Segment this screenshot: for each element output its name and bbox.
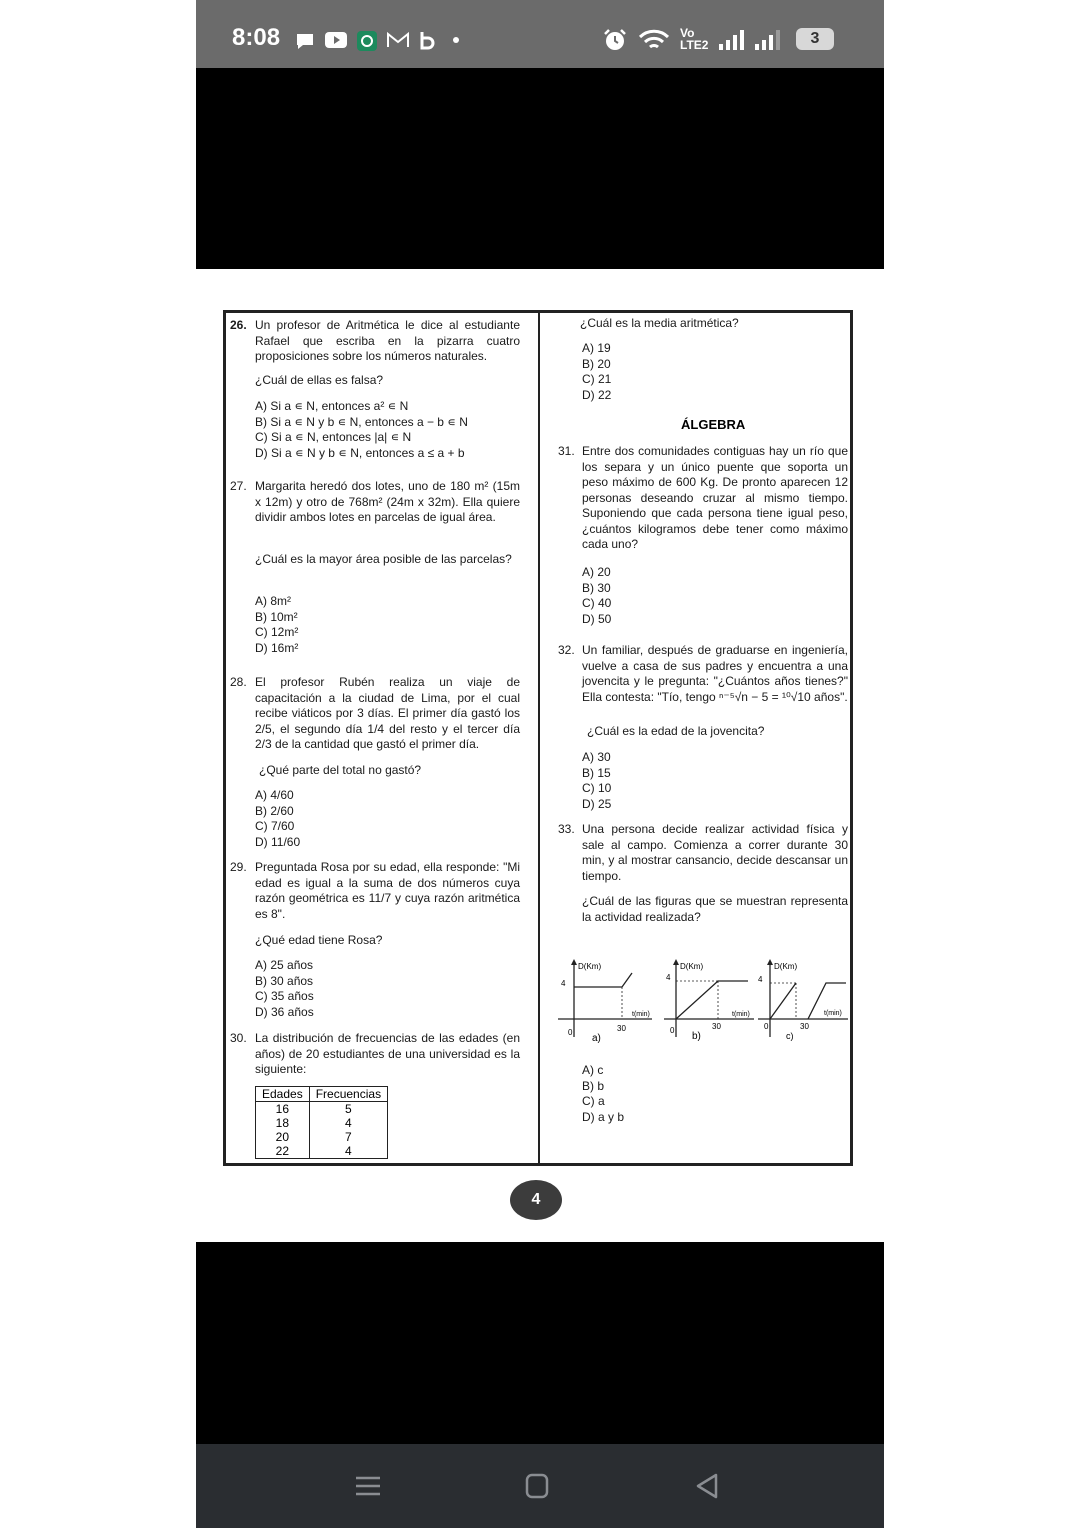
q30-option-b: B) 20 [582,356,611,371]
volte-label: Vo [680,26,695,40]
q32-option-d: D) 25 [582,796,612,811]
graph-b-x-tick: 30 [712,1022,721,1031]
menu-icon[interactable] [354,1472,382,1500]
status-bar [196,0,884,68]
q28-option-c: C) 7/60 [255,819,295,834]
q33-option-d: D) a y b [582,1109,625,1124]
q26-option-a: A) Si a ∊ N, entonces a² ∊ N [255,399,409,413]
q33-options [582,1063,624,1125]
q31-option-c: C) 40 [582,596,612,611]
graph-a [556,957,654,1049]
q29-number: 29. [230,860,247,874]
lte-label: LTE2 [680,38,709,52]
q28-option-a: A) 4/60 [255,788,294,802]
column-divider [538,310,540,1166]
q30-option-a: A) 19 [582,341,611,355]
q26-text: Un profesor de Aritmética le dice al estudiante Rafael que escriba en la pizarra cuatro proposiciones sobre los números naturales. [255,318,520,363]
app-icon [356,30,378,52]
graph-b-y-tick: 4 [666,973,671,982]
q27-option-c: C) 12m² [255,625,299,640]
signal-icon-sim2 [754,28,784,52]
table-row [256,1102,388,1117]
document-page [196,269,884,1242]
q26-option-c: C) Si a ∊ N, entonces |a| ∊ N [255,430,412,445]
alarm-icon [602,28,628,52]
table-row [256,1130,388,1144]
q32-question: ¿Cuál es la edad de la jovencita? [587,724,765,738]
q26-question: ¿Cuál de ellas es falsa? [255,373,384,387]
q31-number: 31. [558,444,575,458]
chat-icon [294,31,316,51]
graph-c-x-label: t(min) [824,1010,842,1017]
q26-options [255,399,468,461]
q29-text: Preguntada Rosa por su edad, ella responde: "Mi edad es igual a la suma de dos números cuya razón geométrica es 11/7 y cuya razón aritmética es 8". [255,860,520,921]
graph-a-y-label: D(Km) [578,962,602,971]
q26-option-b: B) Si a ∊ N y b ∊ N, entonces a − b ∊ N [255,414,468,429]
q33-question: ¿Cuál de las figuras que se muestran representa la actividad realizada? [582,894,848,924]
q31-option-a: A) 20 [582,565,611,579]
navigation-bar [196,1444,884,1528]
q26-number: 26. [230,318,247,332]
q32-text: Un familiar, después de graduarse en ingeniería, vuelve a casa de sus padres y encuentra a una jovencita y le pregunta: "¿Cuántos años tienes?" Ella contesta: "Tío, tengo ⁿ⁻⁵√n − 5 = ¹⁰√10 años". [582,643,848,704]
q33-option-c: C) a [582,1094,605,1109]
q27-number: 27. [230,479,247,493]
q30-option-c: C) 21 [582,372,612,387]
battery-indicator: 3 [796,28,834,50]
q27-question: ¿Cuál es la mayor área posible de las parcelas? [255,552,512,566]
q29-question: ¿Qué edad tiene Rosa? [255,933,383,947]
graph-a-origin: 0 [568,1028,573,1037]
b-app-icon [418,30,436,50]
table-cell: 5 [309,1102,387,1117]
q29-option-a: A) 25 años [255,958,314,972]
graph-b-x-label: t(min) [732,1011,750,1018]
q27-text: Margarita heredó dos lotes, uno de 180 m² (15m x 12m) y otro de 768m² (24m x 32m). Ella quiere dividir ambos lotes en parcelas de igual área. [255,479,520,524]
table-row [256,1144,388,1159]
q31-text: Entre dos comunidades contiguas hay un río que los separa y un único puente que soporta un peso máximo de 600 Kg. De pronto aparecen 12 personas deseando cruzar al mismo tiempo. Suponiendo que cada persona tiene igual peso, ¿cuántos kilogramos debe tener como máximo cada uno? [582,444,848,551]
graph-c-x-tick: 30 [800,1022,809,1031]
graph-c-label: c) [786,1031,794,1041]
graph-c-y-label: D(Km) [774,962,798,971]
graph-b-origin: 0 [670,1026,675,1035]
table-header-edades: Edades [256,1087,310,1102]
table-cell: 7 [309,1130,387,1144]
q27-options [255,594,298,656]
q29-option-b: B) 30 años [255,973,314,988]
graph-a-label: a) [592,1033,601,1044]
more-notifications-icon [452,36,460,44]
q30-number: 30. [230,1031,247,1045]
q32-option-b: B) 15 [582,765,611,780]
graph-b-label: b) [692,1031,701,1042]
q30-text: La distribución de frecuencias de las edades (en años) de 20 estudiantes de una universidad es la siguiente: [255,1031,520,1076]
section-title: ÁLGEBRA [681,417,746,432]
q32-option-c: C) 10 [582,781,612,796]
q32-number: 32. [558,643,575,657]
page-number-badge: 4 [510,1180,562,1220]
mail-icon [386,31,410,49]
q28-question: ¿Qué parte del total no gastó? [259,763,422,777]
q26-option-d: D) Si a ∊ N y b ∊ N, entonces a ≤ a + b [255,445,465,460]
phone-screen [196,0,884,1528]
graph-b-y-label: D(Km) [680,962,704,971]
q29-options [255,958,314,1020]
table-cell: 4 [309,1144,387,1159]
q30-question: ¿Cuál es la media aritmética? [580,316,739,330]
q27-option-a: A) 8m² [255,594,291,608]
graph-c-origin: 0 [764,1022,769,1031]
q31-options [582,565,611,627]
q27-option-b: B) 10m² [255,609,298,624]
graph-c-y-tick: 4 [758,975,763,984]
q33-option-b: B) b [582,1078,605,1093]
table-row [256,1116,388,1130]
table-cell: 20 [256,1130,310,1144]
q33-option-a: A) c [582,1063,604,1077]
q28-number: 28. [230,675,247,689]
q30-options [582,341,611,403]
status-time: 8:08 [232,24,281,51]
q28-text: El profesor Rubén realiza un viaje de capacitación a la ciudad de Lima, por el cual recibe viáticos por 3 días. El primer día gastó los 2/5, el segundo día 1/4 del resto y el tercer día 2/3 de la cantidad que gastó el primer día. [255,675,520,751]
table-cell: 22 [256,1144,310,1159]
q28-option-d: D) 11/60 [255,834,301,849]
q33-number: 33. [558,822,575,836]
youtube-icon [324,31,348,49]
q31-option-d: D) 50 [582,611,612,626]
q33-text: Una persona decide realizar actividad física y sale al campo. Comienza a correr durante 30 min, y al mostrar cansancio, decide descansar un tiempo. [582,822,848,883]
table-cell: 18 [256,1116,310,1130]
graph-a-y-tick: 4 [561,979,566,988]
q30-option-d: D) 22 [582,387,612,402]
q31-option-b: B) 30 [582,580,611,595]
q28-options [255,788,300,850]
frequency-table [255,1086,388,1159]
back-icon[interactable] [694,1472,720,1500]
home-icon[interactable] [524,1472,550,1500]
graph-b [662,957,754,1049]
q29-option-c: C) 35 años [255,989,314,1004]
q32-options [582,750,611,812]
table-cell: 16 [256,1102,310,1117]
graph-a-x-label: t(min) [632,1011,650,1018]
q27-option-d: D) 16m² [255,640,299,655]
wifi-icon [638,28,672,52]
signal-icon-sim1 [718,28,748,52]
table-cell: 4 [309,1116,387,1130]
graph-a-x-tick: 30 [617,1024,626,1033]
table-header-frecuencias: Frecuencias [309,1087,387,1102]
q29-option-d: D) 36 años [255,1004,314,1019]
graph-c [756,957,850,1049]
q32-option-a: A) 30 [582,750,611,764]
q28-option-b: B) 2/60 [255,803,294,818]
